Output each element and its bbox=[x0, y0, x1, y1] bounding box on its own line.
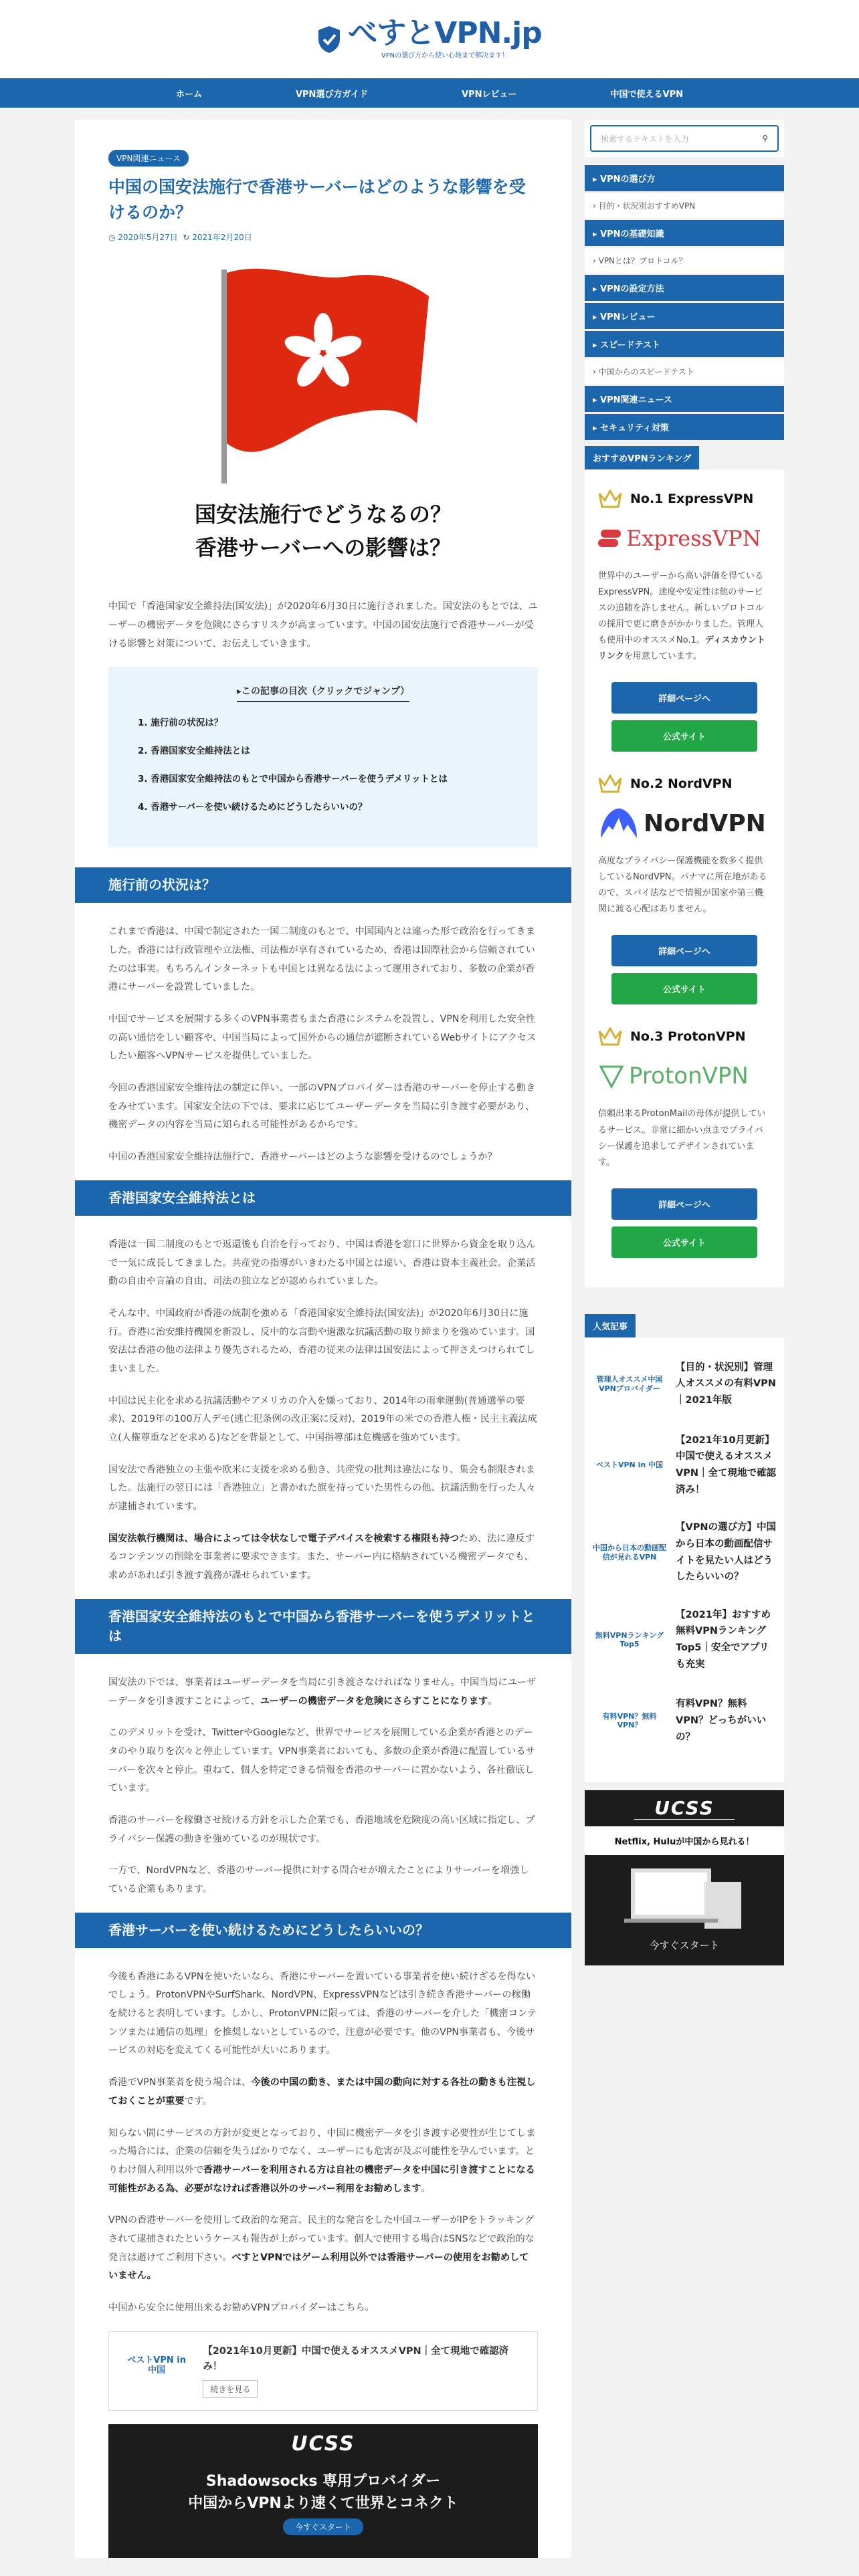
side-menu-subitem[interactable]: › 目的・状況別おすすめVPN bbox=[585, 193, 784, 220]
official-site-button[interactable]: 公式サイト bbox=[611, 1226, 757, 1258]
banner-cta-button[interactable]: 今すぐスタート bbox=[649, 1939, 720, 1952]
side-menu-subitem[interactable]: › 中国からのスピードテスト bbox=[585, 359, 784, 386]
text: 。 bbox=[488, 1695, 498, 1707]
logo-tagline: VPNの選び方から使い心地まで解決ます！ bbox=[381, 52, 509, 60]
toc-item[interactable]: 4. 香港サーバーを使い続けるためにどうしたらいいの？ bbox=[138, 802, 367, 813]
article-title: 中国の国安法施行で香港サーバーはどのような影響を受けるのか？ bbox=[108, 177, 526, 222]
protonvpn-logo[interactable] bbox=[598, 1055, 771, 1097]
side-menu-category[interactable]: ▸ VPNの選び方 bbox=[585, 165, 784, 193]
text: を用意しています。 bbox=[624, 651, 702, 662]
banner-cta-button[interactable]: 今すぐスタート bbox=[283, 2518, 363, 2535]
paragraph: 中国から安全に使用出来るお勧めVPNプロバイダーはこちら。 bbox=[108, 2302, 375, 2313]
emphasis: 今後の中国の動き、または中国の動向に対する各社の動きも注視しておくことが重要 bbox=[108, 2077, 536, 2107]
paragraph: 中国は民主化を求める抗議活動やアメリカの介入を嫌っており、2014年の雨傘運動(普通選挙の要求)、2019年の100万人デモ(逃亡犯条例の改正案に反対)、2019年の米での香港人権・民主主義法成立(人権尊重などを求める)などを背景として、中国指導部は危機感を強めています。 bbox=[108, 1395, 537, 1443]
paragraph: 香港は一国二制度のもとで返還後も自治を行っており、中国は香港を窓口に世界から資金を取り込んで一気に成長してきました。共産党の指導がいきわたる中国とは違い、香港は資本主義社会。企業活動の自由や言論の自由、司法の独立などが認められていました。 bbox=[108, 1239, 536, 1287]
paragraph: これまで香港は、中国で制定された一国二制度のもとで、中国国内とは違った形で政治を行ってきました。香港には行政管理や立法権、司法権が享有されているため、香港は国際社会から信頼されていたのは事実。もちろんインターネットも中国とは異なる法によって運用されており、多数の企業が香港にサーバーを設置していました。 bbox=[108, 926, 536, 993]
site-logo[interactable] bbox=[317, 16, 542, 60]
detail-button[interactable]: 詳細ページへ bbox=[611, 935, 757, 966]
text: です。 bbox=[184, 2095, 212, 2107]
paragraph bbox=[108, 2074, 538, 2111]
section-heading-3: 香港国家安全維持法のもとで中国から香港サーバーを使うデメリットとは bbox=[75, 1599, 571, 1654]
text: 。 bbox=[421, 2183, 431, 2194]
rank-title: No.1 ExpressVPN bbox=[630, 492, 754, 506]
popular-thumbnail: 管理人オススメ中国VPNプロバイダー bbox=[596, 1375, 663, 1393]
toc-item[interactable]: 1. 施行前の状況は？ bbox=[138, 718, 223, 729]
search-icon[interactable]: ⚲ bbox=[762, 134, 768, 143]
related-title[interactable]: 【2021年10月更新】中国で使えるオススメVPN｜全て現地で確認済み！ bbox=[203, 2345, 509, 2372]
popular-thumbnail: 中国から日本の動画配信が見れるVPN bbox=[593, 1543, 666, 1562]
section-heading-4: 香港サーバーを使い続けるためにどうしたらいいの？ bbox=[75, 1913, 571, 1948]
hero-line-2: 香港サーバーへの影響は？ bbox=[195, 534, 452, 560]
category-badge[interactable]: VPN関連ニュース bbox=[108, 150, 189, 167]
popular-title[interactable]: 有料VPN？無料VPN？どっちがいいの？ bbox=[676, 1699, 767, 1743]
rank-title: No.3 ProtonVPN bbox=[630, 1029, 746, 1045]
section-heading-1: 施行前の状況は？ bbox=[75, 867, 571, 903]
brand-name: NordVPN bbox=[644, 809, 766, 837]
ucss-side-banner[interactable] bbox=[585, 1790, 784, 1965]
crown-icon bbox=[598, 774, 622, 793]
ucss-banner[interactable] bbox=[108, 2424, 538, 2558]
popular-thumbnail: 有料VPN？無料VPN？ bbox=[602, 1712, 657, 1730]
hero-heading bbox=[108, 498, 538, 564]
popular-item[interactable] bbox=[593, 1607, 776, 1673]
section-heading-2: 香港国家安全維持法とは bbox=[75, 1180, 571, 1216]
shield-check-icon bbox=[317, 25, 341, 54]
paragraph: 今回の香港国家安全維持法の制定に伴い、一部のVPNプロバイダーは香港のサーバーを停止する動きをみせています。国家安全法の下では、要求に応じてユーザーデータを当局に引き渡す必要があり、機密データの内容を当局に知られる可能性があるからです。 bbox=[108, 1083, 536, 1131]
paragraph: このデメリットを受け、TwitterやGoogleなど、世界でサービスを展開している企業が香港とのデータのやり取りを次々と停止しています。VPN事業者においても、多数の企業が香港に配置しているサーバーを次々と停止。重ねて、個人を特定できる情報を香港のサーバーに置かないよう、各社徹底しています。 bbox=[108, 1727, 535, 1794]
popular-heading: 人気記事 bbox=[585, 1314, 636, 1337]
side-menu-category[interactable]: ▸ VPNの設定方法 bbox=[585, 275, 784, 303]
clock-icon: ◷ bbox=[108, 233, 118, 242]
flagpole bbox=[221, 270, 227, 484]
category-menu bbox=[585, 165, 784, 442]
side-menu-category[interactable]: ▸ VPNの基礎知識 bbox=[585, 220, 784, 248]
hero-line-1: 国安法施行でどうなるの？ bbox=[194, 502, 452, 527]
banner-brand: UCSS bbox=[634, 1797, 735, 1820]
official-site-button[interactable]: 公式サイト bbox=[611, 973, 757, 1004]
banner-text: Netflix, Huluが中国から見れる！ bbox=[585, 1826, 784, 1855]
main-nav bbox=[0, 78, 859, 108]
detail-button[interactable]: 詳細ページへ bbox=[611, 682, 757, 714]
text: 国安法の下では、事業者はユーザーデータを当局に引き渡さなければなりません。中国当局にユーザーデータを引き渡すことによって、 bbox=[108, 1677, 537, 1707]
popular-title[interactable]: 【2021年】おすすめ無料VPNランキング Top5｜安全でアプリも充実 bbox=[676, 1609, 771, 1670]
rank-desc: 信頼出来るProtonMailの母体が提供しているサービス。非常に細かい点までプライバシー保護を追求してデザインされています。 bbox=[598, 1109, 766, 1168]
protonvpn-triangle-icon bbox=[598, 1063, 625, 1089]
paragraph: そんな中、中国政府が香港の統制を強める「香港国家安全維持法(国安法)」が2020年6月30日に施行。香港に治安維持機関を新設し、反中的な言動や過激な抗議活動の取り締まりを強めています。国安法は香港の他の法律より優先されるため、香港の従来の法律は国安法によって押さえつけられてしまいました。 bbox=[108, 1307, 535, 1374]
toc-caret-icon: ▸ bbox=[237, 686, 242, 702]
related-article-card[interactable] bbox=[108, 2331, 538, 2411]
paragraph: 中国でサービスを展開する多くのVPN事業者もまた香港にシステムを設置し、VPNを利用した安全性の高い通信をしい顧客や、中国当局によって国外からの通信が遮断されているWebサイトにアクセスしたい顧客へVPNサービスを提供していました。 bbox=[108, 1014, 537, 1062]
rank-item-1 bbox=[598, 490, 771, 752]
emphasis: 国安法執行機関は、場合によっては令状なしで電子デバイスを検索する権限も持つ bbox=[108, 1533, 459, 1544]
text: ため、法に違反するコンテンツの削除を事業者に要求できます。また、サーバー内に格納されている機密データでも、求めがあれば引き渡す義務が課せられています。 bbox=[108, 1533, 535, 1582]
crown-icon bbox=[598, 1027, 622, 1046]
rank-item-3 bbox=[598, 1027, 771, 1257]
search-input[interactable] bbox=[590, 125, 779, 152]
nordvpn-logo[interactable] bbox=[598, 802, 771, 844]
date-published: 2020年5月27日 bbox=[118, 233, 178, 242]
paragraph: 国安法で香港独立の主張や欧米に支援を求める動き、共産党の批判は違法になり、集会も制限されました。法施行の翌日には「香港独立」と書かれた旗を持っていた男性らの他、抗議活動を行った人々が逮捕されています。 bbox=[108, 1464, 536, 1513]
table-of-contents bbox=[108, 667, 538, 847]
paragraph bbox=[108, 1674, 538, 1711]
paragraph bbox=[108, 2125, 538, 2199]
toc-title[interactable] bbox=[138, 684, 508, 697]
brand-name: ExpressVPN bbox=[626, 526, 761, 551]
site-header bbox=[0, 0, 859, 78]
nav-home[interactable]: ホーム bbox=[175, 89, 202, 100]
rank-title: No.2 NordVPN bbox=[630, 776, 733, 792]
expressvpn-logo[interactable] bbox=[598, 518, 771, 559]
emphasis: ユーザーの機密データを危険にさらすことになります bbox=[260, 1695, 488, 1707]
rank-desc: 高度なプライバシー保護機能を数多く提供しているNordVPN。パナマに所在地があるので、スパイ法などで情報が国家や第三機関に渡る心配はありません。 bbox=[598, 856, 767, 915]
banner-brand: UCSS bbox=[291, 2432, 355, 2456]
official-site-button[interactable]: 公式サイト bbox=[611, 720, 757, 752]
crown-icon bbox=[598, 490, 622, 508]
text: VPNの香港サーバーを使用して政治的な発言、民主的な発言をした中国ユーザーがIPをトラッキングされて逮捕されたというケースも報告が上がっています。個人で使用する場合はSNSなどで政治的な発言は避けてご利用下さい。 bbox=[108, 2215, 535, 2263]
emphasis: 香港サーバーを利用される方は自社の機密データを中国に引き渡すことになる可能性がある為、必要がなければ香港以外のサーバー利用をお勧めします bbox=[108, 2164, 535, 2194]
logo-text: べすとVPN.jp bbox=[348, 16, 542, 50]
article bbox=[75, 120, 571, 2558]
intro-text: 中国で「香港国家安全維持法(国安法)」が2020年6月30日に施行されました。国安法のもとでは、ユーザーの機密データを危険にさらすリスクが高まっています。中国の国安法施行で香港サーバーが受ける影響と対策について、お伝えしていきます。 bbox=[108, 601, 538, 649]
hero-flag-image bbox=[108, 256, 538, 484]
nav-china[interactable]: 中国で使えるVPN bbox=[610, 89, 684, 100]
popular-item[interactable] bbox=[593, 1694, 776, 1747]
nordvpn-mountain-icon bbox=[598, 806, 640, 841]
paragraph bbox=[108, 1530, 538, 1586]
side-menu-category[interactable]: ▸ セキュリティ対策 bbox=[585, 414, 784, 442]
expressvpn-mark-icon bbox=[598, 528, 622, 548]
article-dates bbox=[108, 231, 538, 243]
brand-name: ProtonVPN bbox=[629, 1063, 749, 1090]
side-menu-category[interactable]: ▸ スピードテスト bbox=[585, 331, 784, 359]
toc-item[interactable]: 3. 香港国家安全維持法のもとで中国から香港サーバーを使うデメリットとは bbox=[138, 774, 448, 785]
popular-item[interactable] bbox=[593, 1358, 776, 1411]
popular-title[interactable]: 【目的・状況別】管理人オススメの有料VPN｜2021年版 bbox=[676, 1362, 776, 1406]
emphasis: べすとVPNではゲーム利用以外では香港サーバーの使用をお勧めしていません。 bbox=[108, 2252, 529, 2282]
popular-thumbnail: 無料VPNランキング Top5 bbox=[595, 1630, 664, 1649]
banner-line-1: Shadowsocks 専用プロバイダー bbox=[205, 2473, 441, 2490]
paragraph: 中国の香港国家安全維持法施行で、香港サーバーはどのような影響を受けるのでしょうか？ bbox=[108, 1152, 497, 1163]
nav-guide[interactable]: VPN選び方ガイド bbox=[295, 89, 369, 100]
paragraph: 香港のサーバーを稼働させ続ける方針を示した企業でも、香港地域を危険度の高い区域に指定し、プライバシー保護の動きを強めているのが現状です。 bbox=[108, 1814, 535, 1844]
text: 知らない間にサービスの方針が変更となっており、中国に機密データを引き渡す必要性が生じてしまった場合には、企業の信頼を失うばかりでなく、ユーザーにも危害が及ぶ可能性を孕んでいます。とりわけ個人利用以外で bbox=[108, 2127, 536, 2175]
search-placeholder: 検索するテキストを入力 bbox=[601, 134, 689, 144]
rank-item-2 bbox=[598, 774, 771, 1004]
ranking-heading: おすすめVPNランキング bbox=[585, 446, 699, 469]
text: 世界中のユーザーから高い評価を得ているExpressVPN。速度や安定性は他のサービスの追随を許しません。新しいプロトコルの採用で更に磨きがかかりました。管理人も使用中のオススメNo.1。 bbox=[598, 571, 764, 646]
detail-button[interactable]: 詳細ページへ bbox=[611, 1188, 757, 1220]
sidebar bbox=[585, 120, 784, 1965]
side-menu-subitem[interactable]: › VPNとは？プロトコル？ bbox=[585, 248, 784, 275]
popular-widget bbox=[585, 1337, 784, 1783]
emphasis: ディスカウントリンク bbox=[598, 635, 765, 662]
nav-review[interactable]: VPNレビュー bbox=[462, 89, 517, 100]
popular-title[interactable]: 【2021年10月更新】中国で使えるオススメVPN｜全て現地で確認済み！ bbox=[676, 1434, 776, 1495]
devices-illustration-icon bbox=[617, 1862, 751, 1935]
refresh-icon: ↻ bbox=[180, 233, 193, 242]
side-menu-category[interactable]: ▸ VPNレビュー bbox=[585, 303, 784, 331]
read-more-button[interactable]: 続きを見る bbox=[203, 2380, 258, 2398]
search-widget bbox=[585, 120, 784, 157]
popular-item[interactable] bbox=[593, 1519, 776, 1586]
ranking-widget bbox=[585, 469, 784, 1287]
paragraph: 一方で、NordVPNなど、香港のサーバー提供に対する問合せが増えたことによりサーバーを増強している企業もあります。 bbox=[108, 1865, 529, 1895]
rank-desc bbox=[598, 568, 771, 665]
related-thumbnail: ベストVPN in 中国 bbox=[124, 2344, 189, 2387]
popular-title[interactable]: 【VPNの選び方】中国から日本の動画配信サイトを見たい人はどうしたらいいの？ bbox=[676, 1522, 776, 1583]
paragraph bbox=[108, 2212, 538, 2286]
text: 香港でVPN事業者を使う場合は、 bbox=[108, 2077, 252, 2088]
popular-thumbnail: ベストVPN in 中国 bbox=[595, 1461, 664, 1470]
banner-line-2: 中国からVPNより速くて世界とコネクト bbox=[188, 2495, 458, 2512]
toc-title-text: この記事の目次（クリックでジャンプ） bbox=[242, 686, 409, 702]
date-updated: 2021年2月20日 bbox=[192, 233, 252, 242]
popular-item[interactable] bbox=[593, 1432, 776, 1499]
side-menu-category[interactable]: ▸ VPN関連ニュース bbox=[585, 386, 784, 414]
paragraph: 今後も香港にあるVPNを使いたいなら、香港にサーバーを置いている事業者を使い続けざるを得ないでしょう。ProtonVPNやSurfShark、NordVPN、ExpressVPNなどは引き続き香港サーバーの稼働を続けると表明しています。しかし、ProtonVPNに限っては、香港のサーバーを介した「機密コンテンツまたは通信の処理」を推奨しないとしているので、注意が必要です。他のVPN事業者も、今後サービスの対応を変えてくる可能性が大いにあります。 bbox=[108, 1971, 537, 2056]
toc-item[interactable]: 2. 香港国家安全維持法とは bbox=[138, 746, 250, 757]
